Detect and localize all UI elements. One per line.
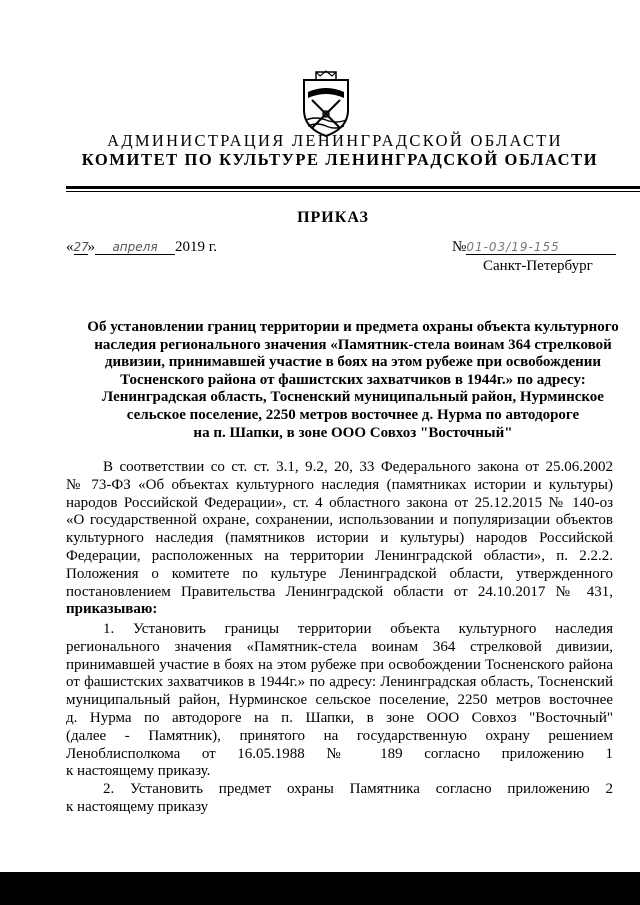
title-line: дивизии, принимавшей участие в боях на этом рубеже при освобождении [104,354,602,371]
title-line: сельское поселение, 2250 метров восточнее д. Нурма по автодороге [126,406,580,423]
date-open-quote: « [66,239,74,255]
item-1-line: Леноблисполкома от 16.05.1988 № 189 согласно приложению 1 [66,745,613,762]
item-1-line: (далее - Памятник), принятого на государственную охрану решением [66,727,613,744]
item-1-line: регионального значения «Памятник-стела воинам 364 стрелковой дивизии, [66,638,613,655]
org-line-administration: АДМИНИСТРАЦИЯ ЛЕНИНГРАДСКОЙ ОБЛАСТИ [107,131,563,150]
order-title [66,319,640,442]
title-line: на п. Шапки, в зоне ООО Совхоз "Восточный" [193,424,513,441]
preamble-line: № 73-ФЗ «Об объектах культурного наследия (памятниках истории и культуры) [66,476,613,493]
title-line: Об установлении границ территории и предмета охраны объекта культурного [87,319,619,335]
coat-of-arms-icon [300,70,352,138]
item-1-line: д. Нурма по автодороге на п. Шапки, в зоне ООО Совхоз "Восточный" [66,709,613,726]
number-value: 01-03/19-155 [466,241,616,255]
order-city: Санкт-Петербург [483,258,593,274]
order-date [66,239,217,256]
date-day: 27 [73,240,89,254]
scan-bottom-border [0,872,640,905]
item-2-line: к настоящему приказу [66,798,209,815]
title-line: Тосненского района от фашистских захватчиков в 1944г.» по адресу: [120,371,586,388]
item-1-line: от фашистских захватчиков в 1944г.» по адресу: Ленинградская область, Тосненский [66,674,613,691]
item-1-line: 1. Установить границы территории объекта культурного наследия [103,621,613,637]
item-1-paragraph [66,621,613,781]
document-type: ПРИКАЗ [297,209,369,226]
org-line-committee: КОМИТЕТ ПО КУЛЬТУРЕ ЛЕНИНГРАДСКОЙ ОБЛАСТИ [81,150,599,169]
order-number [452,239,616,256]
preamble-line: Федерации, расположенных на территории Ленинградской области», п. 2.2.2. [66,547,613,564]
item-2-line: 2. Установить предмет охраны Памятника согласно приложению 2 [103,781,613,797]
date-close-quote: » [87,239,95,255]
date-month: апреля [95,241,175,255]
preamble-line: постановлением Правительства Ленинградской области от 24.10.2017 № 431, [66,583,613,600]
title-line: Ленинградская область, Тосненский муниципальный район, Нурминское [102,389,604,406]
preamble-line: «О государственной охране, сохранении, использовании и популяризации объектов [66,512,613,529]
order-verb: приказываю: [66,601,158,618]
title-line: наследия регионального значения «Памятник-стела воинам 364 стрелковой [94,336,612,353]
item-2-paragraph [66,781,613,817]
preamble-line: народов Российской Федерации», ст. 4 областного закона от 25.12.2015 № 140-оз [66,494,613,511]
item-1-line: принимавшей участие в боях на этом рубеже при освобождении Тосненского района [66,656,613,673]
date-year: 2019 г. [175,239,217,255]
item-1-line: муниципальный район, Нурминское сельское поселение, 2250 метров восточнее [66,692,613,709]
preamble-line: культурного наследия (памятников истории и культуры) народов Российской [66,530,613,547]
preamble-paragraph [66,459,613,619]
number-label: № [452,239,467,255]
preamble-line: В соответствии со ст. ст. 3.1, 9.2, 20, 33 Федерального закона от 25.06.2002 [103,459,613,475]
header-rule-thin [66,191,640,192]
preamble-line: Положения о комитете по культуре Ленинградской области, утвержденного [66,565,613,582]
item-1-line: к настоящему приказу. [66,763,211,780]
header-rule-thick [66,186,640,189]
